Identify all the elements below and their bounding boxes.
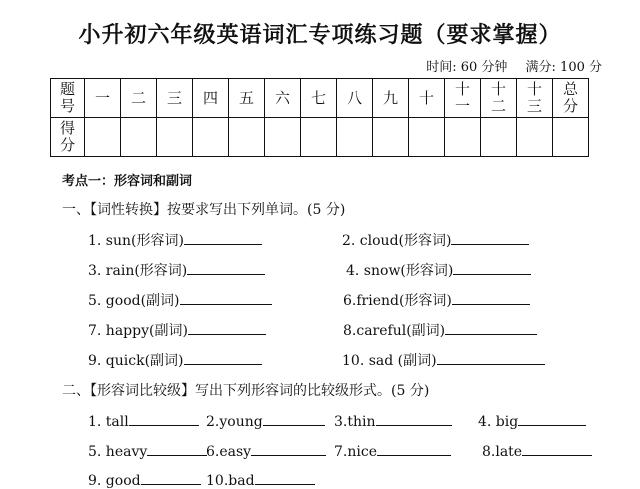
col-1: 一 [85,79,121,118]
answer-blank[interactable] [445,320,537,335]
answer-blank[interactable] [263,411,325,426]
score-cell[interactable] [301,118,337,157]
col-9: 九 [373,79,409,118]
part1-item-5: 5. good(副词) [88,290,272,310]
answer-blank[interactable] [522,441,592,456]
col-10: 十 [409,79,445,118]
score-cell[interactable] [193,118,229,157]
col-4: 四 [193,79,229,118]
score-table-score-row [51,118,589,157]
col-total: 总 分 [553,79,589,118]
part1-item-4: 4. snow(形容词) [346,260,531,280]
part2-item-4: 4. big [478,411,586,430]
part1-item-10: 10. sad (副词) [342,350,545,370]
part1-item-8: 8.careful(副词) [343,320,537,340]
score-cell[interactable] [409,118,445,157]
page-title: 小升初六年级英语词汇专项练习题（要求掌握） [78,23,562,48]
part2-heading: 二、【形容词比较级】写出下列形容词的比较级形式。(5 分) [62,383,430,399]
answer-blank[interactable] [255,470,315,485]
part1-item-1: 1. sun(形容词) [88,230,262,250]
score-cell[interactable] [85,118,121,157]
score-cell[interactable] [157,118,193,157]
score-cell[interactable] [229,118,265,157]
answer-blank[interactable] [251,441,326,456]
col-11: 十 一 [445,79,481,118]
score-cell[interactable] [337,118,373,157]
score-cell[interactable] [373,118,409,157]
answer-blank[interactable] [437,350,545,365]
answer-blank[interactable] [129,411,199,426]
answer-blank[interactable] [451,230,529,245]
answer-blank[interactable] [518,411,586,426]
answer-blank[interactable] [452,290,530,305]
part1-heading: 一、【词性转换】按要求写出下列单词。(5 分) [62,202,346,218]
part1-item-9: 9. quick(副词) [88,350,262,370]
part2-item-8: 8.late [482,441,592,460]
part2-item-9: 9. good [88,470,201,489]
part1-item-2: 2. cloud(形容词) [342,230,529,250]
row-label-question: 题 号 [51,79,85,118]
answer-blank[interactable] [453,260,531,275]
col-12: 十 二 [481,79,517,118]
section-heading: 考点一：形容词和副词 [62,174,193,189]
part2-item-3: 3.thin [334,411,452,430]
answer-blank[interactable] [188,320,266,335]
part2-item-7: 7.nice [334,441,451,460]
score-cell[interactable] [445,118,481,157]
score-cell[interactable] [121,118,157,157]
col-7: 七 [301,79,337,118]
score-cell[interactable] [517,118,553,157]
time-limit: 时间: 60 分钟 [426,60,508,75]
part2-item-6: 6.easy [206,441,326,460]
score-cell[interactable] [265,118,301,157]
row-label-score: 得 分 [51,118,85,157]
part1-item-6: 6.friend(形容词) [343,290,530,310]
answer-blank[interactable] [377,441,451,456]
part2-item-5: 5. heavy [88,441,207,460]
col-5: 五 [229,79,265,118]
score-cell[interactable] [481,118,517,157]
answer-blank[interactable] [184,230,262,245]
score-table [50,78,589,157]
answer-blank[interactable] [180,290,272,305]
score-table-header-row [51,79,589,118]
answer-blank[interactable] [141,470,201,485]
col-2: 二 [121,79,157,118]
full-score: 满分: 100 分 [525,60,602,75]
score-cell[interactable] [553,118,589,157]
col-6: 六 [265,79,301,118]
part2-item-1: 1. tall [88,411,199,430]
part2-item-2: 2.young [206,411,325,430]
col-13: 十 三 [517,79,553,118]
part1-item-7: 7. happy(副词) [88,320,266,340]
col-8: 八 [337,79,373,118]
exam-meta [412,56,602,75]
answer-blank[interactable] [187,260,265,275]
answer-blank[interactable] [147,441,207,456]
answer-blank[interactable] [376,411,452,426]
col-3: 三 [157,79,193,118]
answer-blank[interactable] [184,350,262,365]
part2-item-10: 10.bad [206,470,315,489]
part1-item-3: 3. rain(形容词) [88,260,265,280]
